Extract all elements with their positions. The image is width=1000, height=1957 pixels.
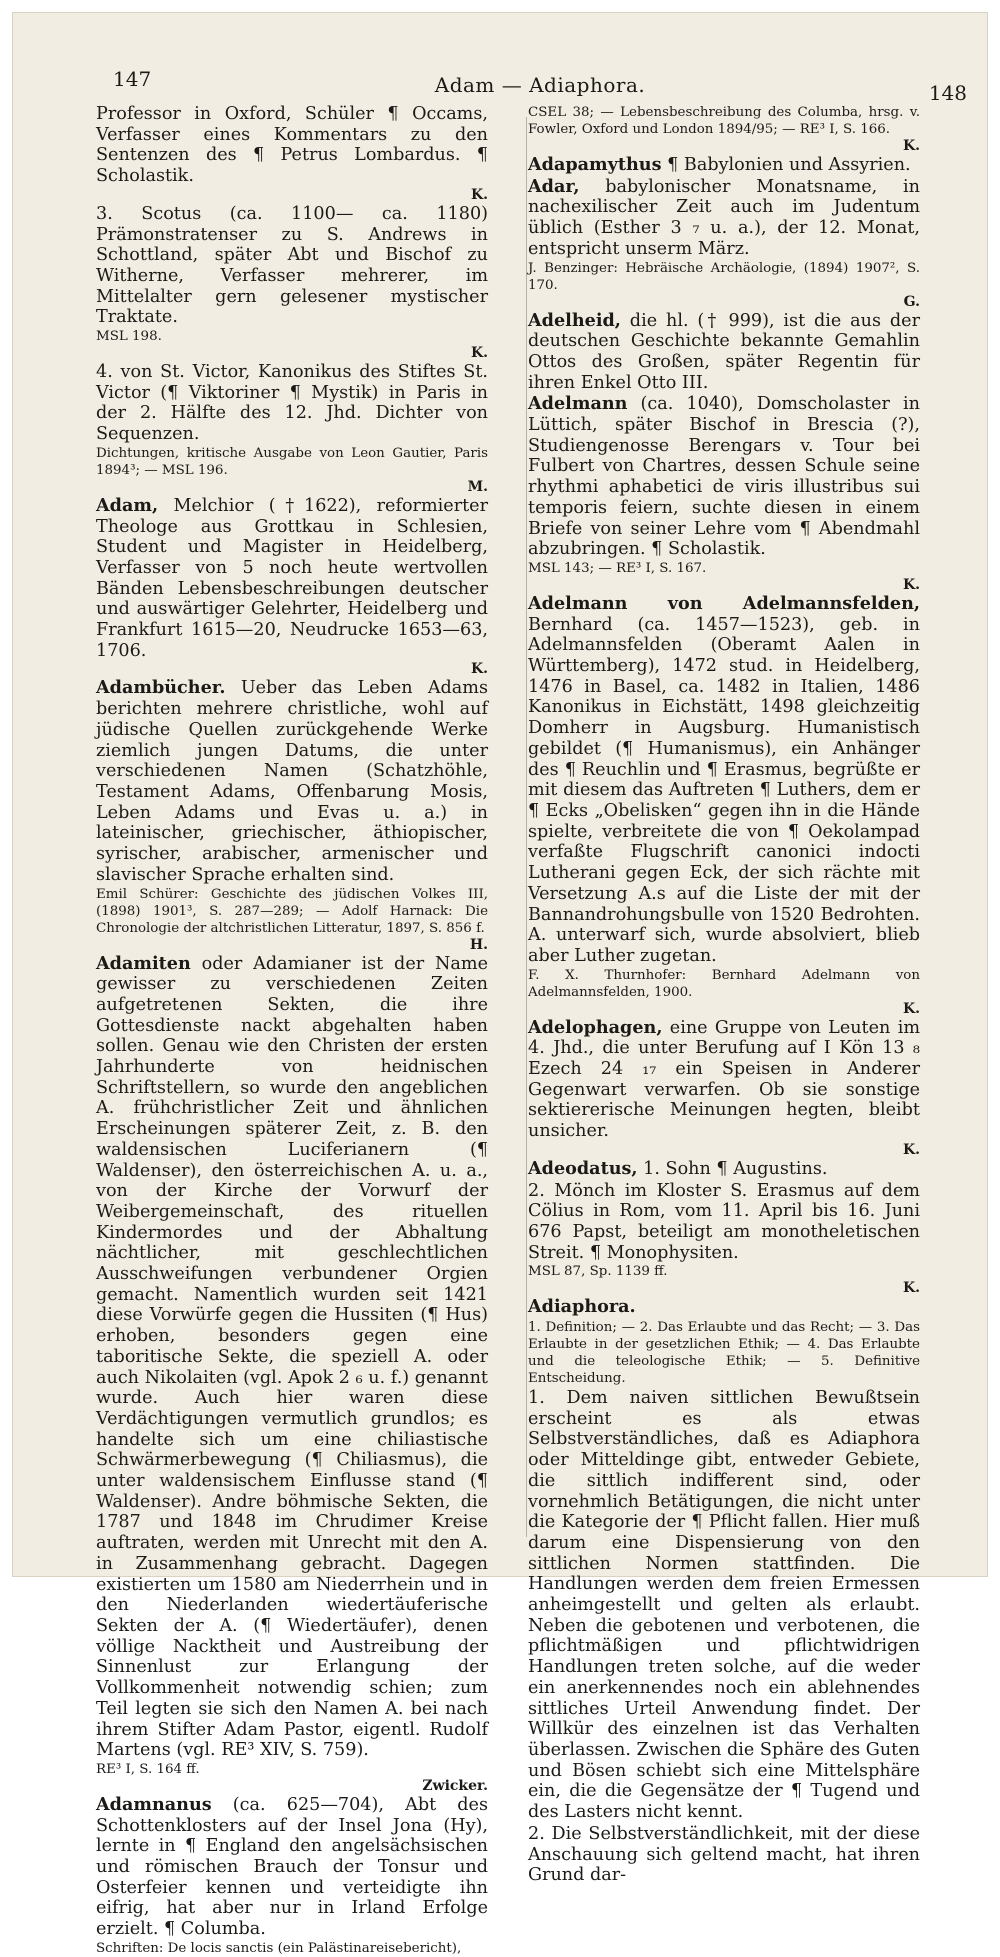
entry-text — [96, 204, 488, 328]
entry-paragraph — [96, 204, 488, 361]
author-signature: Zwicker. — [422, 1777, 488, 1794]
lexicon-entry — [96, 954, 488, 1794]
literature-reference: CSEL 38; — Lebensbeschreibung des Columba, hrsg. v. Fowler, Oxford und London 1894/95; — RE³ I, S. 166. — [528, 105, 920, 137]
literature-reference: RE³ I, S. 164 ff. — [96, 1761, 200, 1777]
entry-headword: Adelheid, — [528, 309, 621, 331]
literature-reference: Schriften: De locis sanctis (ein Palästinareisebericht), — [96, 1940, 462, 1956]
author-signature: K. — [902, 1000, 920, 1017]
author-signature: K. — [470, 345, 488, 362]
entry-text — [528, 155, 920, 176]
entry-paragraph — [528, 104, 920, 154]
entry-headword: Adiaphora. — [528, 1296, 636, 1318]
lexicon-entry — [528, 311, 920, 394]
entry-headword: Adamnanus — [96, 1793, 212, 1815]
entry-body: die hl. († 999), ist die aus der deutschen Geschichte bekannte Gemahlin Ottos des Großen, später Regentin für ihren Enkel Otto III. — [528, 310, 920, 393]
entry-text — [528, 1297, 920, 1318]
entry-body: 1. Sohn ¶ Augustins. — [637, 1158, 828, 1179]
entry-text — [528, 1824, 920, 1886]
lexicon-entry — [528, 177, 920, 310]
author-signature: K. — [902, 1141, 920, 1158]
author-signature: K. — [470, 661, 488, 678]
entry-body: 4. von St. Victor, Kanonikus des Stiftes St. Victor (¶ Viktoriner ¶ Mystik) in Paris in der 2. Hälfte des 12. Jhd. Dichter von Sequenzen. — [96, 362, 488, 445]
literature-reference: J. Benzinger: Hebräische Archäologie, (1894) 1907², S. 170. — [528, 260, 920, 293]
entry-headword: Adambücher. — [96, 677, 226, 699]
entry-body: 2. Die Selbstverständlichkeit, mit der diese Anschauung sich geltend macht, hat ihren Grund dar- — [528, 1823, 920, 1886]
entry-body: oder Adamianer ist der Name gewisser zu verschiedenen Zeiten aufgetretenen Sekten, die ihre Gottesdienste nackt abgehalten haben sollen. Genau wie den Christen der ersten Jahrhunderte von heidnischen Schriftstellern, so wurde den angeblichen A. frühchristlicher Zeit und ähnlichen Erscheinungen späterer Zeit, z. B. den waldensischen Luciferianern (¶ Waldenser), den österreichischen A. u. a., von der Kirche der Vorwurf der Weibergemeinschaft, des rituellen Kindermordes und der Abhaltung nächtlicher, mit geschlechtlichen Ausschweifungen verbundener Orgien gemacht. Namentlich wurden seit 1421 diese Vorwürfe gegen die Hussiten (¶ Hus) erhoben, besonders gegen eine taboritische Sekte, die speziell A. oder auch Nikolaiten (vgl. Apok 2 ₆ u. f.) genannt wurde. Auch hier waren diese Verdächtigungen vermutlich grundlos; es handelte sich um eine chiliastische Schwärmerbewegung (¶ Chiliasmus), die unter waldensischem Einflusse stand (¶ Waldenser). Andre böhmische Sekten, die 1787 und 1848 im Chrudimer Kreise auftraten, werden mit Unrecht mit den A. in Zusammenhang gebracht. Dagegen existierten um 1580 am Niederrhein und in den Niederlanden wiedertäuferische Sekten der A. (¶ Wiedertäufer), denen völlige Nacktheit und Austreibung der Sinnenlust zur Erlangung der Vollkommenheit notwendig schien; zum Teil legten sie sich den Namen A. bei nach ihrem Stifter Adam Pastor, eigentl. Rudolf Martens (vgl. RE³ XIV, S. 759). — [96, 953, 488, 1761]
entry-paragraph — [528, 1824, 920, 1886]
entry-body: (ca. 625—704), Abt des Schottenklosters auf der Insel Jona (Hy), lernte in ¶ England den angelsächsischen und römischen Brauch der Tonsur und Osterfeier kennen und verteidigte ihn eifrig, hat aber nur in Irland Erfolge erzielt. ¶ Columba. — [96, 1794, 488, 1940]
entry-text — [96, 362, 488, 445]
entry-paragraph — [528, 1388, 920, 1823]
author-signature: K. — [470, 186, 488, 203]
author-signature: H. — [469, 936, 488, 953]
literature-reference: F. X. Thurnhofer: Bernhard Adelmann von Adelmannsfelden, 1900. — [528, 967, 920, 1000]
page-header — [113, 67, 967, 107]
entry-text — [528, 311, 920, 394]
entry-headword: Adar, — [528, 175, 580, 197]
running-title: Adam — Adiaphora. — [434, 73, 646, 97]
entry-body: 1. Dem naiven sittlichen Bewußtsein erscheint es als etwas Selbstverständliches, daß es Adiaphora oder Mitteldinge gibt, entweder Gebiete, die sittlich indifferent sind, oder vornehmlich Betätigungen, die nicht unter die Kategorie der ¶ Pflicht fallen. Hier muß darum eine Dispensierung von den sittlichen Normen stattfinden. Die Handlungen werden dem freien Ermessen anheimgestellt und gelten als erlaubt. Neben die gebotenen und verbotenen, die pflichtmäßigen und pflichtwidrigen Handlungen treten solche, auf die weder ein anerkennendes noch ein ablehnendes sittliches Urteil Anwendung findet. Der Willkür des einzelnen ist das Verhalten überlassen. Zwischen die Sphäre des Guten und Bösen schiebt sich eine Mittelsphäre ein, die die Gegensätze der ¶ Tugend und des Lasters nicht kennt. — [528, 1388, 920, 1823]
entry-text — [528, 1159, 920, 1180]
entry-text — [528, 1018, 920, 1142]
entry-body: 2. Mönch im Kloster S. Erasmus auf dem Cölius in Rom, vom 11. April bis 16. Juni 676 Papst, beteiligt am monotheletischen Streit. ¶ Monophysiten. — [528, 1180, 920, 1263]
literature-reference: 1. Definition; — 2. Das Erlaubte und das Recht; — 3. Das Erlaubte in der gesetzlichen Ethik; — 4. Das Erlaubte und die teleologische Ethik; — 5. Definitive Entscheidung. — [528, 1320, 920, 1387]
entry-body: 3. Scotus (ca. 1100— ca. 1180) Prämonstratenser zu S. Andrews in Schottland, später Abt und Bischof zu Witherne, Verfasser mehrerer, im Mittelalter gern gelesener mystischer Traktate. — [96, 203, 488, 328]
page-number-right: 148 — [928, 81, 967, 105]
entry-headword: Adapamythus — [528, 154, 662, 175]
page-number-left: 147 — [113, 67, 152, 91]
lexicon-entry — [528, 594, 920, 1017]
left-column — [96, 104, 488, 1956]
column-divider — [526, 117, 527, 1537]
entry-paragraph — [528, 1181, 920, 1297]
entry-body: Bernhard (ca. 1457—1523), geb. in Adelmannsfelden (Oberamt Aalen in Württemberg), 1472 stud. in Heidelberg, 1476 in Basel, ca. 1482 in Italien, 1486 Kanonikus in Eichstätt, 1498 gleichzeitig Domherr in Augsburg. Humanistisch gebildet (¶ Humanismus), ein Anhänger des ¶ Reuchlin und ¶ Erasmus, begrüßte er mit diesem das Auftreten ¶ Luthers, dem er ¶ Ecks „Obelisken“ gegen ihn in die Hände spielte, verbreitete die von ¶ Oekolampad verfaßte Flugschrift canonici indocti Lutherani gegen Eck, der sich rächte mit Versetzung A.s auf die Liste der mit der Bannandrohungsbulle von 1520 Bedrohten. A. unterwarf sich, wurde absolviert, blieb aber Luther zugetan. — [528, 614, 920, 966]
entry-body: eine Gruppe von Leuten im 4. Jhd., die unter Berufung auf I Kön 13 ₈ Ezech 24 ₁₇ ein Speisen in Anderer Gegenwart verwarfen. Ob sie sonstige sektiererische Meinungen hegten, bleibt unsicher. — [528, 1017, 920, 1142]
lexicon-entry — [528, 155, 920, 176]
entry-headword: Adelmann von Adelmannsfelden, — [528, 592, 920, 614]
literature-reference: MSL 198. — [96, 329, 162, 345]
author-signature: K. — [902, 138, 920, 154]
entry-body: Ueber das Leben Adams berichten mehrere christliche, wohl auf jüdische Quellen zurückgehende Werke ziemlich jungen Datums, die unter verschiedenen Namen (Schatzhöhle, Testament Adams, Offenbarung Mosis, Leben Adams und Evas u. a.) in lateinischer, griechischer, äthiopischer, syrischer, arabischer, armenischer und slavischer Sprache erhalten sind. — [96, 678, 488, 885]
lexicon-entry — [528, 1159, 920, 1180]
entry-text — [528, 177, 920, 260]
lexicon-entry — [96, 496, 488, 678]
entry-text — [96, 678, 488, 885]
entry-text — [96, 104, 488, 187]
lexicon-entry — [96, 1795, 488, 1957]
entry-paragraph — [528, 1319, 920, 1387]
literature-reference: Dichtungen, kritische Ausgabe von Leon Gautier, Paris 1894³; — MSL 196. — [96, 445, 488, 478]
lexicon-entry — [528, 1018, 920, 1158]
entry-text — [528, 394, 920, 560]
entry-paragraph — [96, 104, 488, 203]
entry-paragraph — [96, 362, 488, 495]
author-signature: K. — [902, 1280, 920, 1297]
entry-body: Melchior (†1622), reformierter Theologe aus Grottkau in Schlesien, Student und Magister in Heidelberg, Verfasser von 5 noch heute wertvollen Bänden Lebensbeschreibungen deutscher und auswärtiger Gelehrter, Heidelberg und Frankfurt 1615—20, Neudrucke 1653—63, 1706. — [96, 495, 488, 661]
entry-headword: Adam, — [96, 494, 159, 516]
entry-text — [528, 1181, 920, 1264]
entry-text — [96, 954, 488, 1761]
entry-body: (ca. 1040), Domscholaster in Lüttich, später Bischof in Brescia (?), Studiengenosse Berengars v. Tour bei Fulbert von Chartres, dessen Schule seine rhythmi aphabetici de viris illustribus sui temporis feiern, suchte diesen in einem Briefe von seiner Lehre vom ¶ Abendmahl abzubringen. ¶ Scholastik. — [528, 394, 920, 560]
lexicon-entry — [528, 1297, 920, 1318]
author-signature: G. — [903, 293, 920, 310]
lexicon-entry — [96, 678, 488, 952]
author-signature: M. — [467, 478, 488, 495]
entry-headword: Adamiten — [96, 952, 191, 974]
entry-text — [96, 496, 488, 662]
entry-body: babylonischer Monatsname, in nachexilischer Zeit auch im Judentum üblich (Esther 3 ₇ u. a.), der 12. Monat, entspricht unserm März. — [528, 176, 920, 259]
literature-reference: Emil Schürer: Geschichte des jüdischen Volkes III, (1898) 1901³, S. 287—289; — Adolf Harnack: Die Chronologie der altchristlichen Litteratur, 1897, S. 856 f. — [96, 886, 488, 936]
entry-text — [96, 1795, 488, 1940]
literature-reference: MSL 87, Sp. 1139 ff. — [528, 1264, 668, 1280]
entry-text — [528, 1388, 920, 1823]
entry-headword: Adelmann — [528, 393, 628, 415]
entry-text — [528, 594, 920, 967]
lexicon-entry — [528, 394, 920, 593]
entry-body: Professor in Oxford, Schüler ¶ Occams, Verfasser eines Kommentars zu den Sentenzen des ¶ Petrus Lombardus. ¶ Scholastik. — [96, 104, 488, 187]
entry-headword: Adeodatus, — [528, 1157, 638, 1179]
right-column — [528, 104, 920, 1886]
literature-reference: MSL 143; — RE³ I, S. 167. — [528, 560, 707, 576]
entry-headword: Adelophagen, — [528, 1016, 663, 1038]
entry-body: ¶ Babylonien und Assyrien. — [661, 155, 911, 175]
author-signature: K. — [902, 576, 920, 593]
